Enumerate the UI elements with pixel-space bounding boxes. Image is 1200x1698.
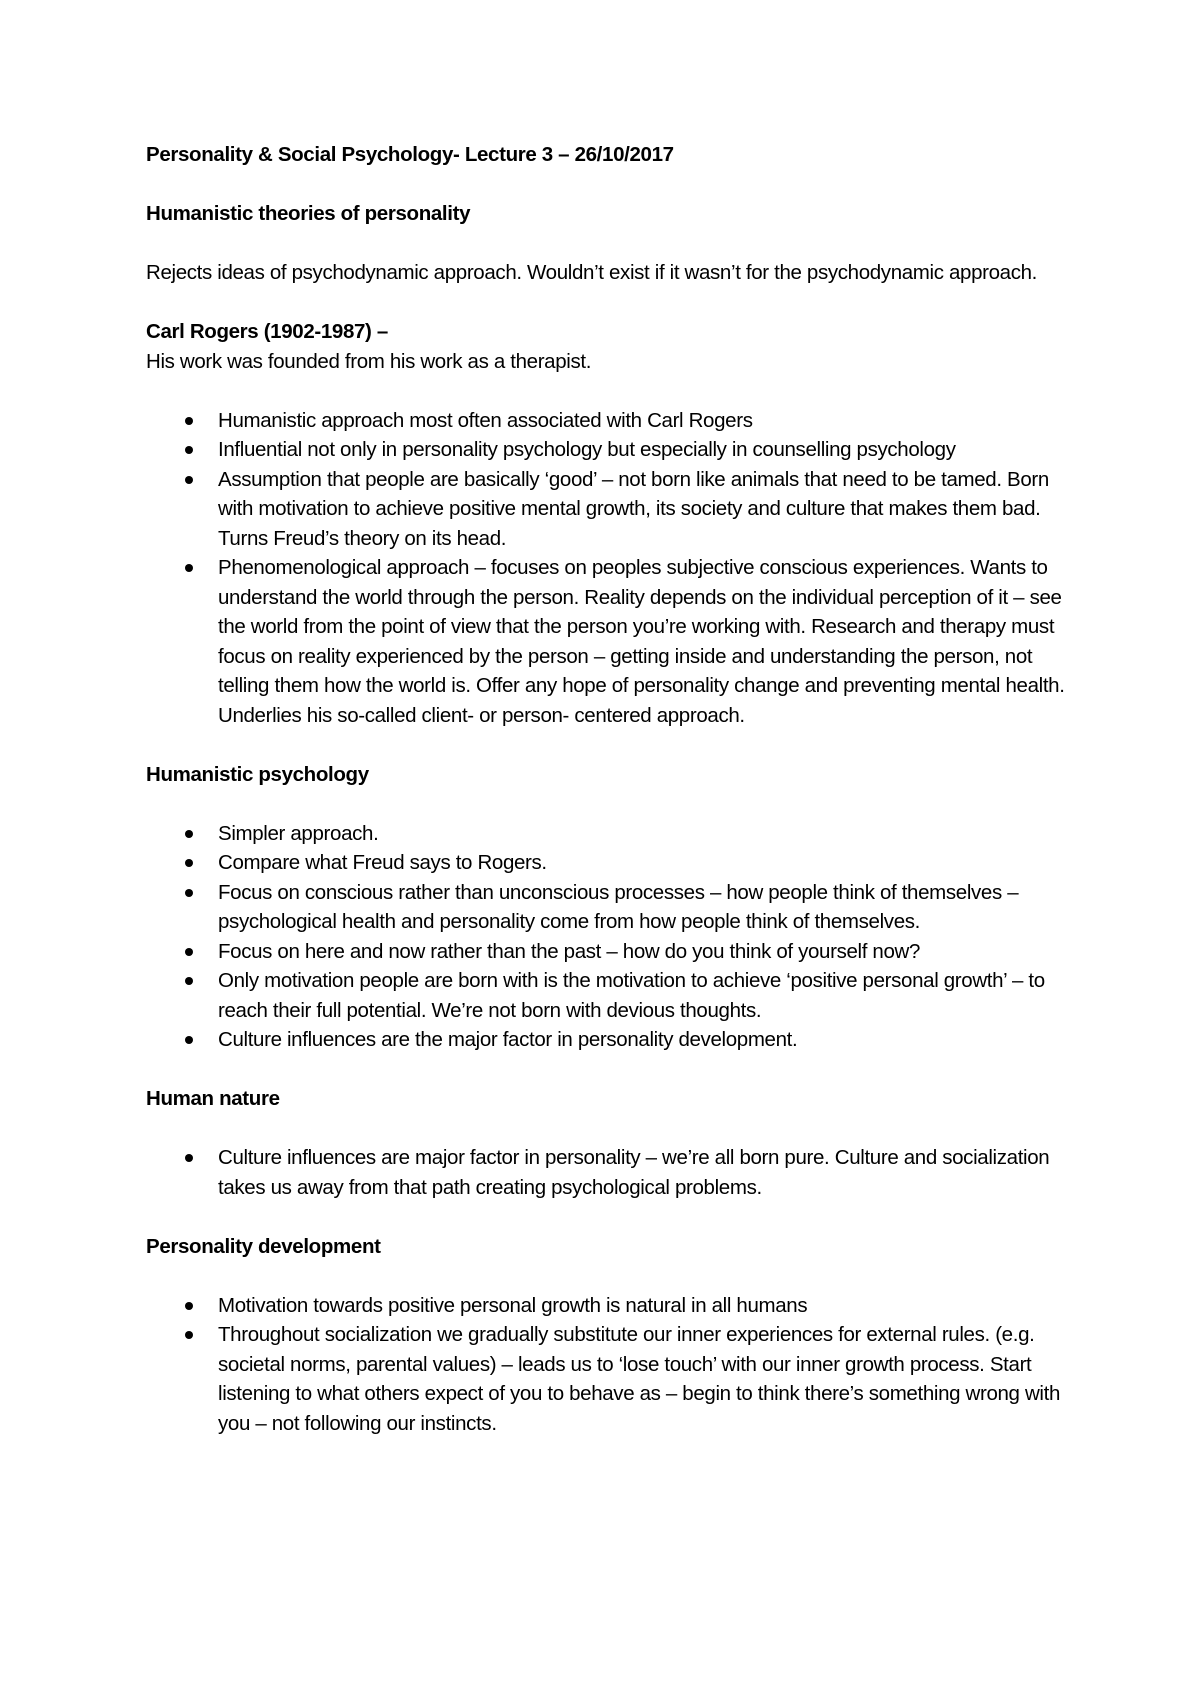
list-item-text: Culture influences are major factor in personality – we’re all born pure. Culture and socialization takes us away from that path creating psychological problems. xyxy=(218,1146,1050,1199)
bullet-icon xyxy=(185,417,193,425)
list-item-text: Compare what Freud says to Rogers. xyxy=(218,851,547,874)
list-item-text: Focus on conscious rather than unconscious processes – how people think of themselves – psychological health and personality come from how people think of themselves. xyxy=(218,880,1019,933)
bullet-icon xyxy=(185,1154,193,1162)
list-item xyxy=(146,553,1076,730)
list-item xyxy=(146,878,1076,937)
bullet-icon xyxy=(185,889,193,897)
document-title: Personality & Social Psychology- Lecture 3 – 26/10/2017 xyxy=(146,143,674,166)
list-item xyxy=(146,465,1076,554)
list-item xyxy=(146,848,1076,878)
rogers-intro: His work was founded from his work as a therapist. xyxy=(146,349,592,373)
list-item xyxy=(146,1143,1076,1202)
list-item-text: Culture influences are the major factor in personality development. xyxy=(218,1028,798,1051)
list-item-text: Humanistic approach most often associated with Carl Rogers xyxy=(218,408,753,432)
list-item xyxy=(146,1025,1076,1055)
bullet-icon xyxy=(185,830,193,838)
list-item xyxy=(146,406,1076,436)
list-item-text: Motivation towards positive personal growth is natural in all humans xyxy=(218,1293,808,1317)
human-nature-bullet-list xyxy=(146,1143,1076,1202)
heading-humanistic-theories: Humanistic theories of personality xyxy=(146,202,471,225)
bullet-icon xyxy=(185,1302,193,1310)
bullet-icon xyxy=(185,1331,193,1339)
list-item xyxy=(146,435,1076,465)
list-item-text: Focus on here and now rather than the past – how do you think of yourself now? xyxy=(218,939,921,963)
list-item-text: Simpler approach. xyxy=(218,821,379,845)
bullet-icon xyxy=(185,977,193,985)
list-item-text: Throughout socialization we gradually substitute our inner experiences for external rules. (e.g. societal norms, parental values) – leads us to ‘lose touch’ with our inner growth process. Start listening to what others expect of you to behave as – begin to think there’s something wrong with you – not following our instincts. xyxy=(218,1323,1061,1435)
rogers-bullet-list xyxy=(146,406,1076,731)
bullet-icon xyxy=(185,1036,193,1044)
bullet-icon xyxy=(185,859,193,867)
heading-humanistic-psychology: Humanistic psychology xyxy=(146,762,369,786)
heading-personality-development: Personality development xyxy=(146,1234,381,1258)
list-item xyxy=(146,1320,1076,1438)
list-item-text: Influential not only in personality psychology but especially in counselling psychology xyxy=(218,438,956,461)
list-item-text: Assumption that people are basically ‘good’ – not born like animals that need to be tamed. Born with motivation to achieve positive mental growth, its society and culture that makes them bad. Turns Freud’s theory on its head. xyxy=(218,467,1049,550)
heading-carl-rogers: Carl Rogers (1902-1987) – xyxy=(146,320,388,343)
list-item xyxy=(146,1291,1076,1321)
personality-development-bullet-list xyxy=(146,1291,1076,1439)
bullet-icon xyxy=(185,476,193,484)
list-item xyxy=(146,937,1076,967)
list-item-text: Only motivation people are born with is the motivation to achieve ‘positive personal growth’ – to reach their full potential. We’re not born with devious thoughts. xyxy=(218,969,1045,1022)
list-item xyxy=(146,819,1076,849)
list-item-text: Phenomenological approach – focuses on peoples subjective conscious experiences. Wants to understand the world through the person. Reality depends on the individual perception of it – see the world from the point of view that the person you’re working with. Research and therapy must focus on reality experienced by the person – getting inside and understanding the person, not telling them how the world is. Offer any hope of personality change and preventing mental health. Underlies his so-called client- or person- centered approach. xyxy=(218,556,1065,727)
bullet-icon xyxy=(185,948,193,956)
intro-paragraph: Rejects ideas of psychodynamic approach. Wouldn’t exist if it wasn’t for the psychodynamic approach. xyxy=(146,261,1038,284)
document-page xyxy=(146,140,1076,1468)
heading-human-nature: Human nature xyxy=(146,1087,280,1110)
humanistic-psychology-bullet-list xyxy=(146,819,1076,1055)
bullet-icon xyxy=(185,564,193,572)
list-item xyxy=(146,966,1076,1025)
bullet-icon xyxy=(185,446,193,454)
